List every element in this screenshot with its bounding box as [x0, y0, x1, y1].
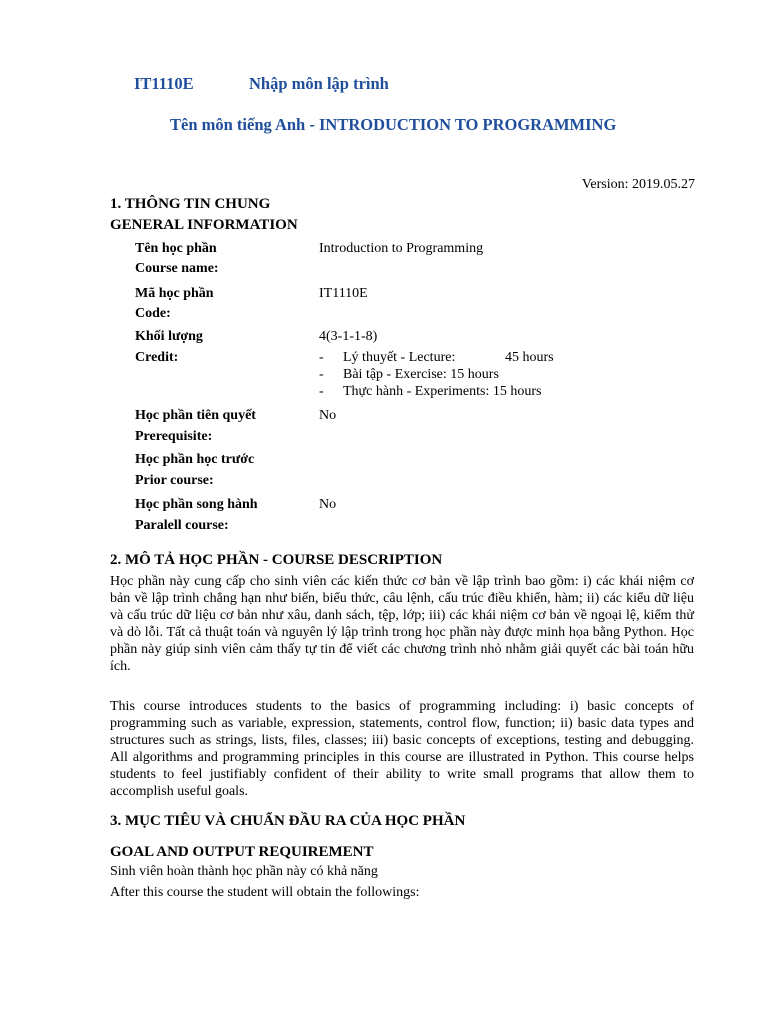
course-description-vn: Học phần này cung cấp cho sinh viên các kiến thức cơ bản về lập trình bao gồm: i) các khái niệm cơ bản về lập trình chẳng hạn như biến, biểu thức, câu lệnh, cấu trúc điều khiển, hàm; ii) các kiểu dữ liệu và cấu trúc dữ liệu cơ bản như xâu, danh sách, tệp, lớp; iii) các khái niệm cơ bản về ngoại lệ, kiểm thử và dò lỗi. Tất cả thuật toán và nguyên lý lập trình trong học phần này được minh họa bằng Python. Học phần này giúp sinh viên cảm thấy tự tin để viết các chương trình nhỏ nhằm giải quyết các bài toán hữu ích.	[110, 574, 694, 674]
course-en-title: Tên môn tiếng Anh - INTRODUCTION TO PROGRAMMING	[170, 115, 617, 134]
course-code-title: IT1110E	[134, 74, 194, 93]
row-label-vn: Khối lượng	[135, 329, 203, 344]
row-value: IT1110E	[319, 286, 368, 301]
credit-item-hours: 45 hours	[505, 350, 554, 365]
row-label-vn: Học phần song hành	[135, 497, 258, 512]
row-label-en: Prerequisite:	[135, 429, 213, 444]
credit-item	[319, 367, 499, 383]
credit-item-label: Thực hành - Experiments: 15 hours	[343, 384, 542, 399]
row-label-en: Code:	[135, 306, 171, 321]
row-label-vn: Tên học phần	[135, 241, 217, 256]
row-label-en: Prior course:	[135, 473, 214, 488]
credit-item	[319, 384, 542, 400]
section3-line-vn: Sinh viên hoàn thành học phần này có khả năng	[110, 864, 378, 879]
course-description-en: This course introduces students to the basics of programming including: i) basic concepts of programming such as variable, expression, statements, control flow, function; ii) basic data types and structures such as strings, lists, files, classes; iii) basic concepts of exceptions, testing and debugging. All algorithms and programming principles in this course are illustrated in Python. This course helps students to feel justifiably confident of their ability to write small programs that allow them to accomplish useful goals.	[110, 699, 694, 799]
section1-heading-en: GENERAL INFORMATION	[110, 217, 298, 233]
row-label-en: Paralell course:	[135, 518, 229, 533]
section2-heading: 2. MÔ TẢ HỌC PHẦN - COURSE DESCRIPTION	[110, 552, 443, 568]
row-label-en: Course name:	[135, 261, 219, 276]
row-label-en: Credit:	[135, 350, 179, 365]
row-value: 4(3-1-1-8)	[319, 329, 378, 344]
credit-item-label: Bài tập - Exercise: 15 hours	[343, 367, 499, 382]
dash-marker: -	[319, 367, 324, 382]
section1-heading-vn: 1. THÔNG TIN CHUNG	[110, 196, 271, 212]
section3-heading-en: GOAL AND OUTPUT REQUIREMENT	[110, 844, 374, 860]
section3-line-en: After this course the student will obtain the followings:	[110, 885, 420, 900]
dash-marker: -	[319, 384, 324, 399]
section3-heading-vn: 3. MỤC TIÊU VÀ CHUẨN ĐẦU RA CỦA HỌC PHẦN	[110, 813, 466, 829]
credit-item-label: Lý thuyết - Lecture:	[343, 350, 456, 365]
row-value: No	[319, 408, 337, 423]
row-label-vn: Học phần tiên quyết	[135, 408, 256, 423]
row-value: No	[319, 497, 337, 512]
version-label: Version: 2019.05.27	[581, 177, 695, 192]
credit-item	[319, 350, 455, 366]
row-label-vn: Học phần học trước	[135, 452, 255, 467]
row-label-vn: Mã học phần	[135, 286, 214, 301]
course-vn-name: Nhập môn lập trình	[249, 74, 389, 93]
row-value: Introduction to Programming	[319, 241, 484, 256]
dash-marker: -	[319, 350, 324, 365]
